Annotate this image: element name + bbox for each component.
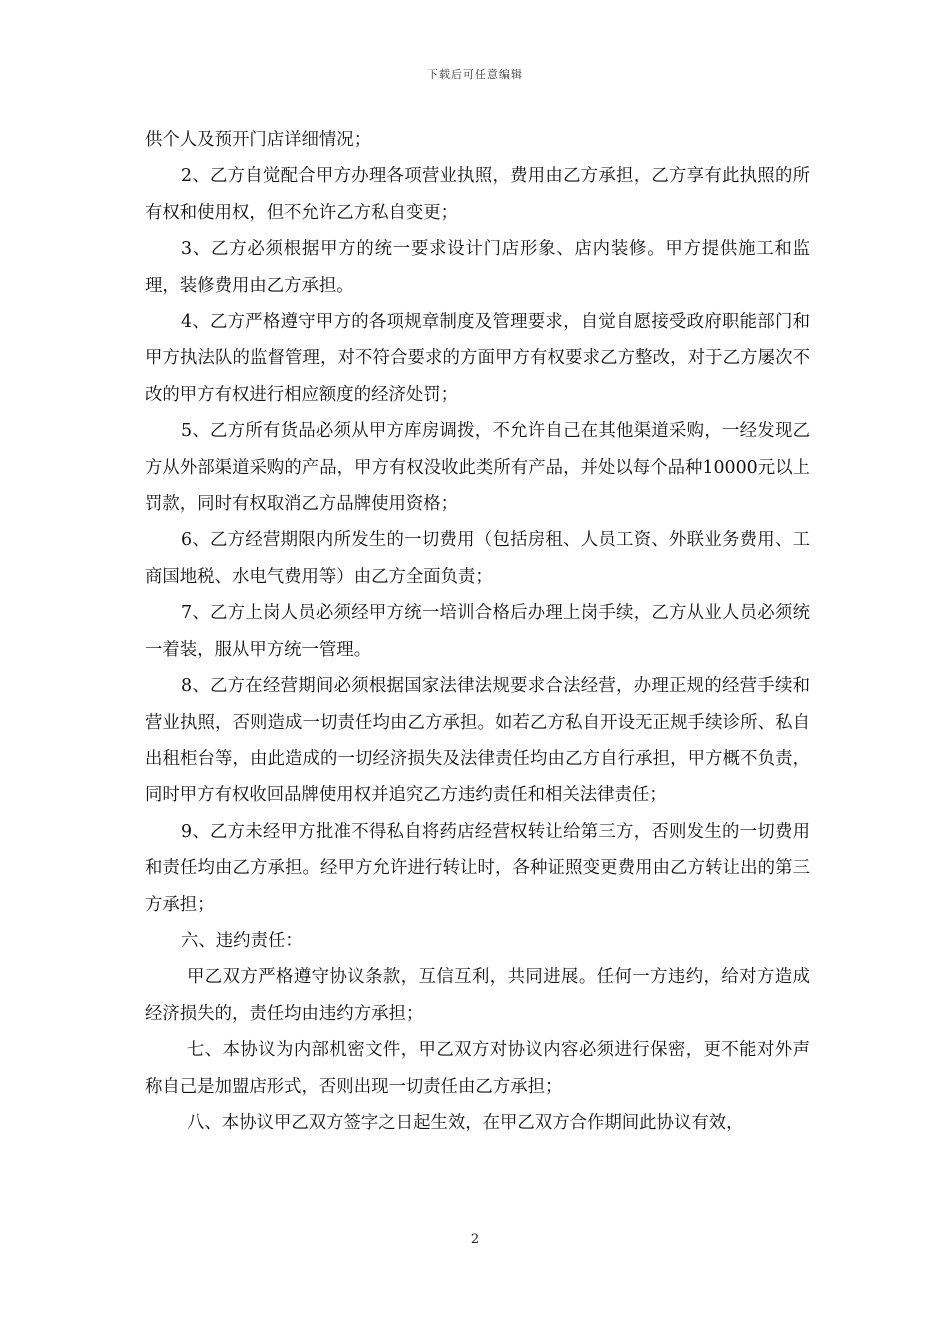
paragraph-clause-9: 9、乙方未经甲方批准不得私自将药店经营权转让给第三方，否则发生的一切费用和责任均由乙方承担。经甲方允许进行转让时，各种证照变更费用由乙方转让出的第三方承担； [145, 821, 810, 915]
paragraph-breach-liability: 甲乙双方严格遵守协议条款，互信互利，共同进展。任何一方违约，给对方造成经济损失的，责任均由违约方承担； [145, 967, 810, 1024]
paragraph-clause-4: 4、乙方严格遵守甲方的各项规章制度及管理要求，自觉自愿接受政府职能部门和甲方执法队的监督管理，对不符合要求的方面甲方有权要求乙方整改，对于乙方屡次不改的甲方有权进行相应额度的经济处罚； [145, 312, 810, 405]
document-body [145, 122, 810, 1141]
paragraph-clause-3: 3、乙方必须根据甲方的统一要求设计门店形象、店内装修。甲方提供施工和监理，装修费用由乙方承担。 [145, 239, 810, 296]
paragraph-clause-7: 7、乙方上岗人员必须经甲方统一培训合格后办理上岗手续，乙方从业人员必须统一着装，服从甲方统一管理。 [145, 603, 810, 660]
page-header: 下载后可任意编辑 [427, 68, 523, 81]
paragraph-clause-2: 2、乙方自觉配合甲方办理各项营业执照，费用由乙方承担，乙方享有此执照的所有权和使用权，但不允许乙方私自变更； [145, 166, 810, 223]
section-heading-breach: 六、违约责任： [181, 930, 303, 951]
paragraph-clause-6: 6、乙方经营期限内所发生的一切费用（包括房租、人员工资、外联业务费用、工商国地税、水电气费用等）由乙方全面负责； [145, 530, 810, 587]
paragraph-intro-continuation: 供个人及预开门店详细情况； [145, 130, 372, 150]
paragraph-confidentiality: 七、本协议为内部机密文件，甲乙双方对协议内容必须进行保密，更不能对外声称自己是加盟店形式，否则出现一切责任由乙方承担； [145, 1040, 810, 1097]
paragraph-clause-5: 5、乙方所有货品必须从甲方库房调拨，不允许自己在其他渠道采购，一经发现乙方从外部渠道采购的产品，甲方有权没收此类所有产品，并处以每个品种10000元以上罚款，同时有权取消乙方品牌使用资格； [145, 421, 810, 515]
page-number: 2 [470, 1232, 480, 1247]
paragraph-effective-date: 八、本协议甲乙双方签字之日起生效，在甲乙双方合作期间此协议有效， [187, 1112, 744, 1133]
paragraph-clause-8: 8、乙方在经营期间必须根据国家法律法规要求合法经营，办理正规的经营手续和营业执照，否则造成一切责任均由乙方承担。如若乙方私自开设无正规手续诊所、私自出租柜台等，由此造成的一切经济损失及法律责任均由乙方自行承担，甲方概不负责，同时甲方有权收回品牌使用权并追究乙方违约责任和相关法律责任； [145, 676, 810, 806]
